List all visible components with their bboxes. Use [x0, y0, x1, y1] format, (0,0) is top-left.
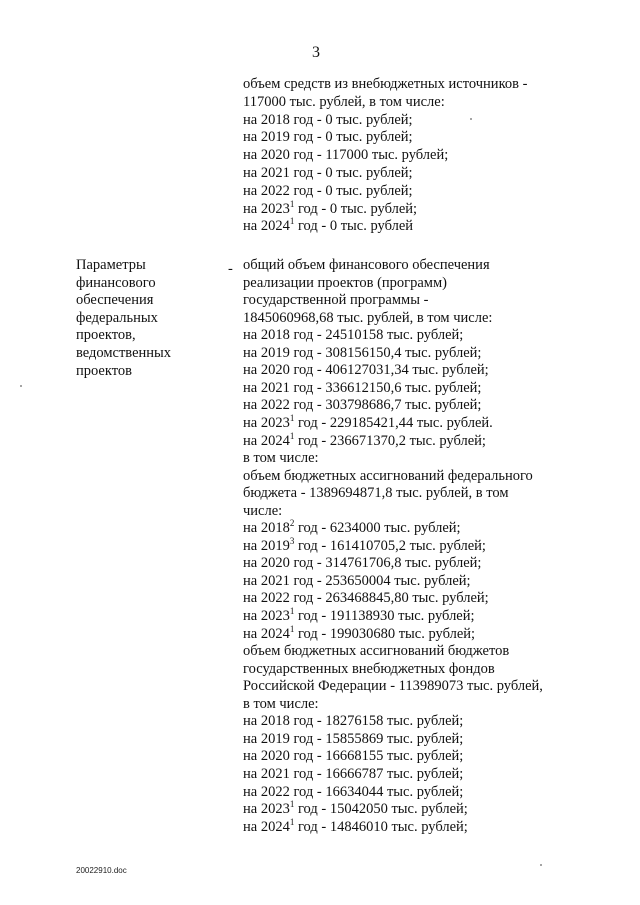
- label-line: проектов,: [76, 327, 136, 344]
- text-line: государственных внебюджетных фондов: [243, 660, 495, 677]
- text-line: объем бюджетных ассигнований федерального: [243, 467, 533, 484]
- line-text: на 2018: [243, 520, 290, 537]
- text-line: [243, 608, 475, 625]
- text-line: на 2019 год - 0 тыс. рублей;: [243, 129, 413, 146]
- text-line: на 2022 год - 16634044 тыс. рублей;: [243, 783, 464, 800]
- text-line: на 2022 год - 0 тыс. рублей;: [243, 182, 413, 199]
- line-text: на 2023: [243, 608, 290, 624]
- text-line: на 2018 год - 18276158 тыс. рублей;: [243, 713, 464, 730]
- text-line: [243, 415, 493, 432]
- line-text: на 2019: [243, 537, 290, 554]
- text-line: на 2018 год - 24510158 тыс. рублей;: [243, 327, 464, 344]
- line-text: год - 161410705,2 тыс. рублей;: [294, 537, 486, 554]
- text-line: общий объем финансового обеспечения: [243, 257, 490, 273]
- text-line: в том числе:: [243, 695, 319, 712]
- label-line: ведомственных: [76, 345, 172, 361]
- text-line: на 2021 год - 16666787 тыс. рублей;: [243, 765, 464, 782]
- text-line: бюджета - 1389694871,8 тыс. рублей, в том: [243, 485, 509, 502]
- line-text: на 2023: [243, 801, 290, 818]
- footnote-marker: 1: [289, 623, 295, 634]
- text-line: 1845060968,68 тыс. рублей, в том числе:: [243, 309, 493, 326]
- line-text: год - 15042050 тыс. рублей;: [294, 801, 468, 818]
- text-line: [243, 520, 461, 537]
- line-text: на 2023: [243, 200, 290, 217]
- label-line: Параметры: [76, 257, 146, 273]
- label-dash: -: [228, 261, 233, 277]
- text-line: [243, 801, 468, 818]
- line-text: на 2024: [243, 218, 290, 235]
- text-line: на 2021 год - 253650004 тыс. рублей;: [243, 572, 471, 589]
- footnote-marker: 1: [289, 216, 295, 227]
- line-text: год - 191138930 тыс. рублей;: [294, 608, 475, 624]
- line-text: год - 236671370,2 тыс. рублей;: [294, 432, 486, 449]
- text-line: на 2019 год - 15855869 тыс. рублей;: [243, 730, 464, 747]
- footnote-marker: 1: [289, 606, 295, 617]
- line-text: год - 199030680 тыс. рублей;: [294, 625, 476, 642]
- footnote-marker: 1: [289, 799, 295, 810]
- footnote-marker: 1: [289, 816, 295, 827]
- text-line: на 2019 год - 308156150,4 тыс. рублей;: [243, 344, 482, 361]
- footnote-marker: 1: [289, 413, 295, 424]
- line-text: год - 0 тыс. рублей: [294, 218, 414, 235]
- label-line: обеспечения: [76, 292, 154, 309]
- label-line: проектов: [76, 362, 132, 379]
- text-line: на 2020 год - 16668155 тыс. рублей;: [243, 748, 464, 765]
- label-line: финансового: [76, 274, 156, 291]
- text-line: Российской Федерации - 113989073 тыс. рублей,: [243, 678, 543, 695]
- label-line: федеральных: [76, 309, 158, 326]
- text-line: объем средств из внебюджетных источников -: [243, 76, 528, 92]
- text-line: [243, 430, 486, 450]
- line-text: год - 0 тыс. рублей;: [294, 200, 418, 217]
- text-line: на 2022 год - 303798686,7 тыс. рублей;: [243, 397, 482, 414]
- line-text: на 2023: [243, 414, 290, 431]
- text-line: объем бюджетных ассигнований бюджетов: [243, 643, 510, 660]
- text-line: на 2018 год - 0 тыс. рублей;: [243, 111, 413, 128]
- line-text: на 2024: [243, 818, 290, 835]
- text-line: на 2020 год - 117000 тыс. рублей;: [243, 147, 449, 164]
- scan-speck: [20, 385, 22, 387]
- line-text: год - 229185421,44 тыс. рублей.: [294, 414, 493, 431]
- text-line: [243, 816, 468, 836]
- text-line: государственной программы -: [243, 292, 429, 309]
- scan-speck: [540, 864, 542, 866]
- line-text: год - 6234000 тыс. рублей;: [294, 520, 461, 537]
- footnote-marker: 1: [289, 198, 295, 209]
- footnote-marker: 1: [289, 430, 295, 441]
- footnote-marker: 2: [289, 518, 295, 529]
- scan-speck: [470, 118, 472, 120]
- text-line: на 2021 год - 0 тыс. рублей;: [243, 165, 413, 181]
- text-line: реализации проектов (программ): [243, 274, 447, 291]
- text-line: [243, 218, 413, 235]
- text-line: [243, 623, 476, 643]
- text-line: на 2021 год - 336612150,6 тыс. рублей;: [243, 379, 482, 396]
- line-text: год - 14846010 тыс. рублей;: [294, 818, 468, 835]
- text-line: [243, 535, 486, 555]
- text-line: 117000 тыс. рублей, в том числе:: [243, 93, 445, 110]
- page-number: 3: [312, 44, 320, 61]
- text-line: числе:: [243, 502, 283, 519]
- text-line: на 2022 год - 263468845,80 тыс. рублей;: [243, 590, 489, 607]
- text-line: в том числе:: [243, 450, 319, 467]
- text-line: на 2020 год - 406127031,34 тыс. рублей;: [243, 362, 489, 379]
- line-text: на 2024: [243, 625, 290, 642]
- line-text: на 2024: [243, 432, 290, 449]
- footnote-marker: 3: [289, 535, 295, 546]
- footer-filename: 20022910.doc: [76, 866, 127, 875]
- text-line: на 2020 год - 314761706,8 тыс. рублей;: [243, 555, 482, 572]
- text-line: [243, 198, 418, 218]
